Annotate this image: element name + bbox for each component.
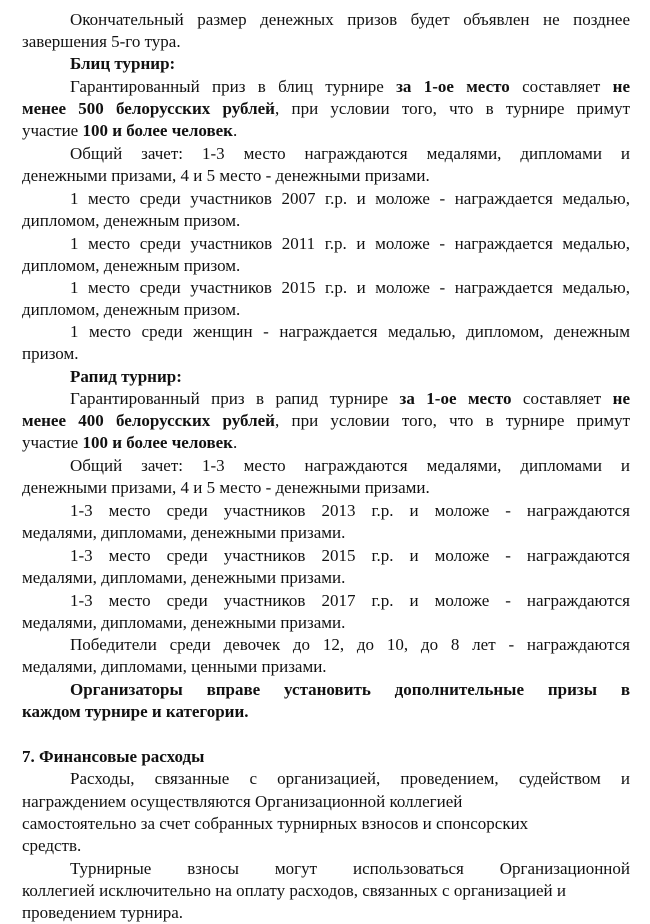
rapid-girls-line-2: медалями, дипломами, ценными призами. [22, 657, 327, 676]
rapid-girls-line-1: Победители среди девочек до 12, до 10, до 8 лет - награждаются [70, 635, 630, 654]
finance-p1-line-3: самостоятельно за счет собранных турнирных взносов и спонсорских [22, 814, 529, 833]
blitz-2011-line-2: дипломом, денежным призом. [22, 256, 241, 275]
rapid-heading: Рапид турнир: [70, 367, 182, 386]
blitz-2007-line-1: 1 место среди участников 2007 г.р. и моложе - награждается медалью, [70, 189, 630, 208]
rapid-2017-line-2: медалями, дипломами, денежными призами. [22, 613, 346, 632]
finance-p1-line-1: Расходы, связанные с организацией, проведением, судейством и [70, 769, 630, 788]
organizers-line-1: Организаторы вправе установить дополнительные призы в [70, 680, 630, 699]
rapid-2017-line-1: 1-3 место среди участников 2017 г.р. и моложе - награждаются [70, 591, 630, 610]
finance-heading: 7. Финансовые расходы [22, 747, 205, 766]
blitz-2015-line-2: дипломом, денежным призом. [22, 300, 241, 319]
rapid-2015-line-2: медалями, дипломами, денежными призами. [22, 568, 346, 587]
intro-line-2: завершения 5-го тура. [22, 32, 181, 51]
rapid-overall-line-2: денежными призами, 4 и 5 место - денежными призами. [22, 478, 430, 497]
rapid-2013-line-2: медалями, дипломами, денежными призами. [22, 523, 346, 542]
finance-p2-line-1: Турнирные взносы могут использоваться Организационной [70, 859, 630, 878]
blitz-2015-line-1: 1 место среди участников 2015 г.р. и моложе - награждается медалью, [70, 278, 630, 297]
blitz-overall-line-2: денежными призами, 4 и 5 место - денежными призами. [22, 166, 430, 185]
rapid-guarantee-line-2: менее 400 белорусских рублей, при условии того, что в турнире примут [22, 411, 631, 430]
blitz-2007-line-2: дипломом, денежным призом. [22, 211, 241, 230]
rapid-overall-line-1: Общий зачет: 1-3 место награждаются медалями, дипломами и [70, 456, 630, 475]
blitz-women-line-2: призом. [22, 344, 79, 363]
rapid-guarantee-line-3: участие 100 и более человек. [22, 433, 238, 452]
blitz-heading: Блиц турнир: [70, 54, 176, 73]
rapid-guarantee-line-1: Гарантированный приз в рапид турнире за 1-ое место составляет не [70, 389, 630, 408]
rapid-2015-line-1: 1-3 место среди участников 2015 г.р. и моложе - награждаются [70, 546, 630, 565]
blitz-2011-line-1: 1 место среди участников 2011 г.р. и моложе - награждается медалью, [70, 234, 630, 253]
rapid-2013-line-1: 1-3 место среди участников 2013 г.р. и моложе - награждаются [70, 501, 630, 520]
blitz-women-line-1: 1 место среди женщин - награждается медалью, дипломом, денежным [70, 322, 630, 341]
blitz-guarantee-line-3: участие 100 и более человек. [22, 121, 238, 140]
organizers-line-2: каждом турнире и категории. [22, 702, 249, 721]
intro-line-1: Окончательный размер денежных призов будет объявлен не позднее [70, 10, 630, 29]
finance-p2-line-2: коллегией исключительно на оплату расходов, связанных с организацией и [22, 881, 566, 900]
finance-p1-line-2: награждением осуществляются Организационной коллегией [22, 792, 463, 811]
blitz-guarantee-line-1: Гарантированный приз в блиц турнире за 1-ое место составляет не [70, 77, 631, 96]
finance-p2-line-3: проведением турнира. [22, 903, 183, 922]
blitz-guarantee-line-2: менее 500 белорусских рублей, при условии того, что в турнире примут [22, 99, 631, 118]
blitz-overall-line-1: Общий зачет: 1-3 место награждаются медалями, дипломами и [70, 144, 630, 163]
finance-p1-line-4: средств. [22, 836, 82, 855]
